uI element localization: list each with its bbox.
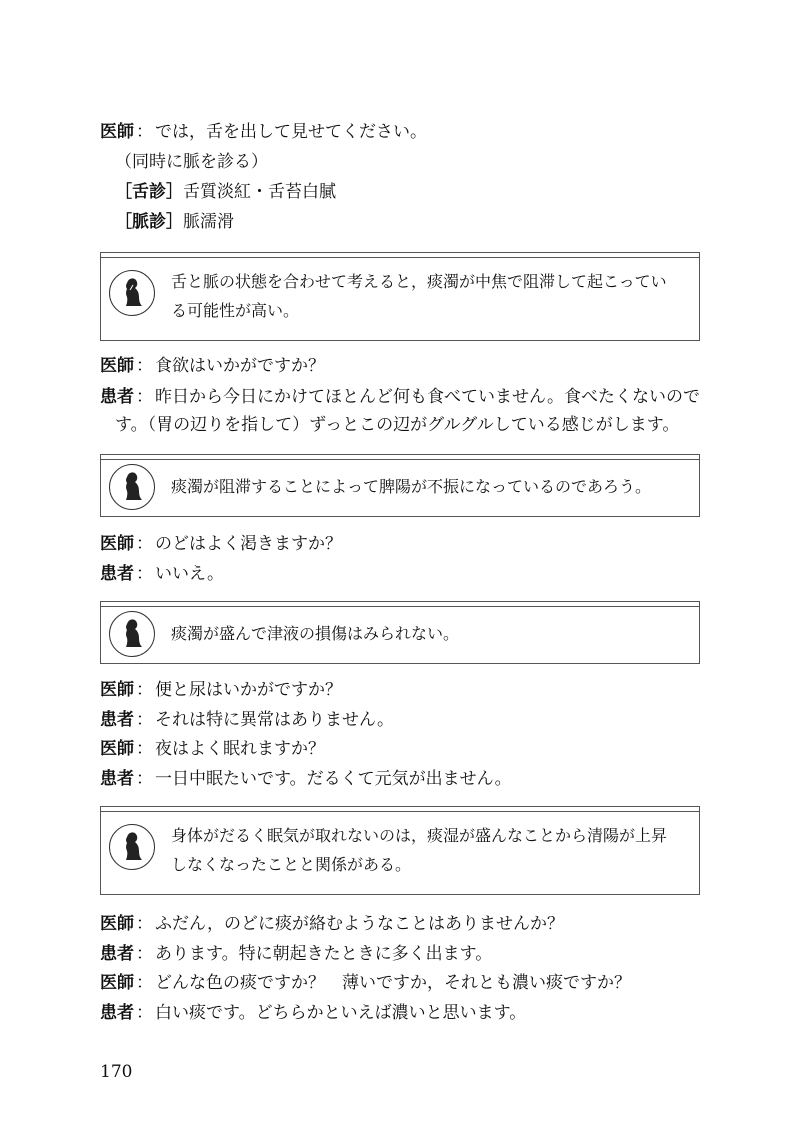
speaker-label: 医師 xyxy=(100,534,134,554)
dialogue-line: 医師 ： 食欲はいかがですか？ xyxy=(100,356,325,376)
thinker-figure-icon xyxy=(109,270,155,316)
dialogue-text: あります。特に朝起きたときに多く出ます。 xyxy=(155,944,493,964)
dialogue-continuation: す。（胃の辺りを指して）ずっとこの辺がグルグルしている感じがします。 xyxy=(115,415,680,435)
aside-text: （同時に脈を診る） xyxy=(115,152,268,172)
dialogue-text: では，舌を出して見せてください。 xyxy=(155,122,427,142)
dialogue-text: のどはよく渇きますか？ xyxy=(155,534,342,554)
dialogue-line: 医師 ： のどはよく渇きますか？ xyxy=(100,534,342,554)
speaker-label: 医師 xyxy=(100,680,134,700)
thinker-figure-icon xyxy=(109,611,155,657)
aside-line xyxy=(115,148,725,176)
note-box xyxy=(100,252,700,341)
speaker-label: 医師 xyxy=(100,122,134,142)
speaker-label: 患者 xyxy=(100,944,134,964)
tongue-diagnosis-label: ［舌診］ xyxy=(115,182,183,202)
page-number: 170 xyxy=(100,1062,133,1082)
dialogue-line: 医師 ： どんな色の痰ですか？ 薄いですか，それとも濃い痰ですか？ xyxy=(100,973,631,993)
dialogue-text: 白い痰です。どちらかといえば濃いと思います。 xyxy=(155,1003,527,1023)
thinker-figure-icon xyxy=(109,464,155,510)
pulse-diagnosis-text: 脈濡滑 xyxy=(183,212,234,232)
dialogue-text: 夜はよく眠れますか？ xyxy=(155,739,325,759)
note-text: 身体がだるく眠気が取れないのは，痰湿が盛んなことから清陽が上昇 しなくなったことと関係がある。 xyxy=(171,826,668,874)
speaker-label: 医師 xyxy=(100,356,134,376)
note-text: 痰濁が阻滞することによって脾陽が不振になっているのであろう。 xyxy=(171,477,652,496)
dialogue-text: 昨日から今日にかけてほとんど何も食べていません。食べたくないので xyxy=(155,387,701,407)
pulse-diagnosis-label: ［脈診］ xyxy=(115,212,183,232)
speaker-label: 患者 xyxy=(100,710,134,730)
tongue-diagnosis-line xyxy=(115,178,725,206)
speaker-label: 患者 xyxy=(100,769,134,789)
pulse-diagnosis-line xyxy=(115,208,725,236)
dialogue-line: 患者 ： それは特に異常はありません。 xyxy=(100,710,395,730)
thinker-figure-icon xyxy=(109,824,155,870)
dialogue-text: 食欲はいかがですか？ xyxy=(155,356,325,376)
note-text: 舌と脈の状態を合わせて考えると，痰濁が中焦で阻滞して起こってい る可能性が高い。 xyxy=(171,272,667,320)
dialogue-line: 患者 ： 昨日から今日にかけてほとんど何も食べていません。食べたくないので xyxy=(100,387,701,407)
dialogue-line: 医師 ： ふだん，のどに痰が絡むようなことはありませんか？ xyxy=(100,914,565,934)
speaker-label: 患者 xyxy=(100,387,134,407)
dialogue-line: 患者 ： あります。特に朝起きたときに多く出ます。 xyxy=(100,944,493,964)
dialogue-line: 医師 ： では，舌を出して見せてください。 xyxy=(100,122,427,142)
speaker-label: 患者 xyxy=(100,1003,134,1023)
dialogue-text: それは特に異常はありません。 xyxy=(155,710,395,730)
dialogue-line: 医師 ： 夜はよく眠れますか？ xyxy=(100,739,325,759)
note-box xyxy=(100,806,700,895)
speaker-label: 患者 xyxy=(100,564,134,584)
speaker-label: 医師 xyxy=(100,914,134,934)
dialogue-line: 患者 ： 一日中眠たいです。だるくて元気が出ません。 xyxy=(100,769,512,789)
dialogue-line: 患者 ： 白い痰です。どちらかといえば濃いと思います。 xyxy=(100,1003,527,1023)
note-box xyxy=(100,454,700,517)
dialogue-text: 便と尿はいかがですか？ xyxy=(155,680,342,700)
speaker-label: 医師 xyxy=(100,973,134,993)
dialogue-line: 医師 ： 便と尿はいかがですか？ xyxy=(100,680,342,700)
note-text: 痰濁が盛んで津液の損傷はみられない。 xyxy=(171,624,460,643)
note-box xyxy=(100,601,700,664)
dialogue-text: どんな色の痰ですか？ 薄いですか，それとも濃い痰ですか？ xyxy=(155,973,631,993)
dialogue-text: いいえ。 xyxy=(155,564,225,584)
dialogue-text: ふだん，のどに痰が絡むようなことはありませんか？ xyxy=(155,914,565,934)
dialogue-line: 患者 ： いいえ。 xyxy=(100,564,225,584)
dialogue-text: 一日中眠たいです。だるくて元気が出ません。 xyxy=(155,769,512,789)
tongue-diagnosis-text: 舌質淡紅・舌苔白膩 xyxy=(183,182,336,202)
speaker-label: 医師 xyxy=(100,739,134,759)
